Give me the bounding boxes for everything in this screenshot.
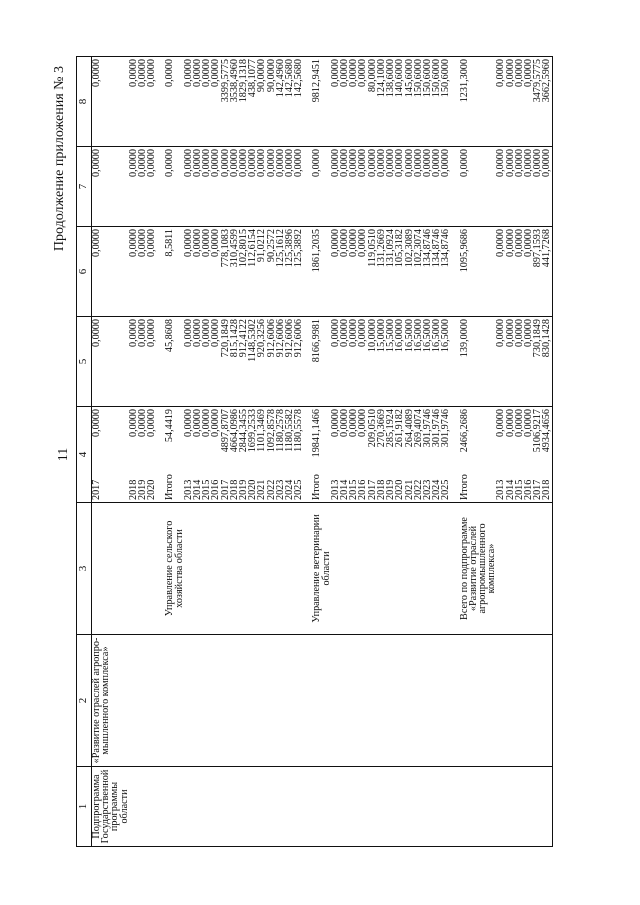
value-v7: 0,0000 [221,147,230,227]
value-v6: 91,0212 [257,227,266,317]
value-v6: 0,0000 [92,227,129,317]
value-v7: 0,0000 [432,147,441,227]
value-v6: 134,8746 [432,227,441,317]
value-v5: 815,1428 [230,317,239,407]
value-total: 264,4089 [403,409,415,448]
value-v5: 16,5000 [414,317,423,407]
value-v5: 16,5000 [432,317,441,407]
header-col-7: 7 [77,147,92,227]
value-v5: 720,1849 [221,317,230,407]
value-v5: 912,4122 [239,317,248,407]
table-row [542,57,552,847]
value-v6: 0,0000 [184,227,193,317]
value-total: 0,0000 [513,409,525,438]
value-v5: 920,3256 [257,317,266,407]
year-label: 2018 [375,479,387,500]
year-label: 2015 [348,479,360,500]
value-v7: 0,0000 [285,147,294,227]
value-v7: 0,0000 [423,147,432,227]
table-row [147,57,156,847]
total-cell [165,407,183,503]
value-v8: 0,0000 [92,57,129,147]
value-v8: 0,0000 [506,57,515,147]
value-total: 0,0000 [201,409,213,438]
value-v6: 0,0000 [349,227,358,317]
value-v5: 1148,5302 [248,317,257,407]
value-v6: 0,0000 [358,227,367,317]
value-v6: 90,2572 [267,227,276,317]
value-total: 0,0000 [137,409,149,438]
value-total: 0,0000 [329,409,341,438]
table-row [312,57,330,847]
value-v5: 16,0000 [395,317,404,407]
value-total: 0,0000 [504,409,516,438]
value-v5: 0,0000 [138,317,147,407]
value-v7: 0,0000 [211,147,220,227]
value-v5: 912,6006 [285,317,294,407]
value-total: 301,9746 [431,409,443,448]
value-total: 0,0000 [192,409,204,438]
value-v7: 0,0000 [524,147,533,227]
value-v7: 0,0000 [368,147,377,227]
value-v6: 310,4599 [230,227,239,317]
value-total: 1101,3469 [256,409,268,452]
value-v7: 0,0000 [147,147,156,227]
value-v7: 0,0000 [386,147,395,227]
value-v8: 150,6000 [423,57,432,147]
appendix-title: Продолжение приложения № 3 [52,66,67,252]
value-v5: 139,0000 [460,317,497,407]
table-row [441,57,450,847]
year-label: 2017 [91,479,102,500]
year-label: 2013 [495,479,507,500]
value-v8: 0,0000 [340,57,349,147]
value-v8: 0,0000 [349,57,358,147]
year-label: 2014 [339,479,351,500]
value-total: 4934,4656 [541,409,553,453]
value-v6: 0,0000 [524,227,533,317]
value-v7: 0,0000 [257,147,266,227]
value-v8: 0,0000 [515,57,524,147]
year-label: 2015 [513,479,525,500]
value-v5: 912,6006 [267,317,276,407]
value-v8: 1829,1318 [239,57,248,147]
value-v6: 102,3089 [405,227,414,317]
value-v5: 0,0000 [147,317,156,407]
value-total: 285,1924 [385,409,397,448]
value-v5: 0,0000 [349,317,358,407]
header-col-8: 8 [77,57,92,147]
value-v5: 16,5000 [423,317,432,407]
value-v8: 0,0000 [331,57,340,147]
value-v8: 150,6000 [432,57,441,147]
value-v7: 0,0000 [533,147,542,227]
value-total: 270,3669 [375,409,387,448]
value-v7: 0,0000 [405,147,414,227]
value-v7: 0,0000 [331,147,340,227]
value-v5: 0,0000 [515,317,524,407]
value-v7: 0,0000 [515,147,524,227]
value-total: 0,0000 [146,409,158,438]
value-v6: 102,8015 [239,227,248,317]
value-total: 301,9746 [421,409,433,448]
value-v8: 124,1000 [377,57,386,147]
total-cell [147,407,156,503]
value-v7: 0,0000 [395,147,404,227]
year-label: 2019 [137,479,149,500]
header-col-6: 6 [77,227,92,317]
value-v6: 1861,2035 [312,227,330,317]
value-v5: 15,0000 [377,317,386,407]
year-label: 2020 [247,479,259,500]
value-v6: 0,0000 [496,227,505,317]
value-v5: 0,0000 [193,317,202,407]
value-v8: 0,0000 [165,57,183,147]
year-label: 2024 [431,479,443,500]
value-v8: 0,0000 [524,57,533,147]
year-label: Итого [311,474,323,500]
year-label: 2019 [385,479,397,500]
header-col-4: 4 [77,407,92,503]
value-v7: 0,0000 [92,147,129,227]
value-total: 209,0510 [366,409,378,448]
header-col-5: 5 [77,317,92,407]
year-label: 2016 [522,479,534,500]
value-v5: 0,0000 [340,317,349,407]
value-v6: 134,8746 [441,227,450,317]
value-v8: 138,6000 [386,57,395,147]
value-total: 1092,8578 [265,409,277,453]
value-total: 0,0000 [495,409,507,438]
value-total: 2844,3455 [238,409,250,453]
header-row [77,57,92,847]
value-v8: 145,6000 [405,57,414,147]
year-label: 2015 [201,479,213,500]
value-v7: 0,0000 [312,147,330,227]
value-v7: 0,0000 [294,147,303,227]
total-cell [441,407,450,503]
total-cell [92,407,129,503]
value-total: 269,4074 [412,409,424,448]
page-number: 11 [56,447,71,462]
value-v7: 0,0000 [230,147,239,227]
table-row [294,57,303,847]
value-v6: 134,8746 [423,227,432,317]
value-total: 0,0000 [348,409,360,438]
value-total: 2466,2686 [458,409,470,453]
value-total: 54,4419 [164,409,176,443]
value-v6: 1095,9686 [460,227,497,317]
value-total: 4897,8707 [219,409,231,453]
year-label: 2023 [274,479,286,500]
value-v6: 0,0000 [340,227,349,317]
value-v8: 142,4960 [276,57,285,147]
value-v8: 1231,3000 [460,57,497,147]
value-v5: 16,5000 [405,317,414,407]
value-v6: 125,3892 [294,227,303,317]
year-label: 2017 [532,479,544,500]
value-total: 1180,5578 [293,409,305,452]
total-cell [312,407,330,503]
value-v6: 0,0000 [193,227,202,317]
value-v8: 0,0000 [184,57,193,147]
year-label: 2021 [403,479,415,500]
value-total: 261,9182 [394,409,406,448]
year-label: 2018 [228,479,240,500]
year-label: 2016 [357,479,369,500]
value-v8: 90,0000 [267,57,276,147]
value-v6: 778,1083 [221,227,230,317]
value-v7: 0,0000 [377,147,386,227]
year-label: 2019 [238,479,250,500]
value-v6: 102,3074 [414,227,423,317]
value-total: 0,0000 [182,409,194,438]
total-cell [460,407,497,503]
value-v5: 912,6006 [294,317,303,407]
value-v6: 0,0000 [515,227,524,317]
value-v7: 0,0000 [441,147,450,227]
value-v7: 0,0000 [340,147,349,227]
value-v7: 0,0000 [542,147,552,227]
value-v7: 0,0000 [276,147,285,227]
value-v8: 0,0000 [129,57,138,147]
executor-name: Управление сельского хозяйства области [165,503,183,635]
value-v7: 0,0000 [239,147,248,227]
value-total: 0,0000 [210,409,222,438]
value-v5: 16,5000 [441,317,450,407]
value-v8: 80,0000 [368,57,377,147]
value-v6: 119,0510 [368,227,377,317]
value-v8: 142,5680 [294,57,303,147]
value-v5: 730,1849 [533,317,542,407]
table-row [460,57,497,847]
value-total: 0,0000 [339,409,351,438]
value-v7: 0,0000 [358,147,367,227]
rotated-content [50,52,610,857]
subprogram-name: «Развитие отраслей агропро-мышленного комплекса» [92,635,129,767]
budget-table [76,56,553,847]
year-label: 2025 [293,479,305,500]
value-v6: 0,0000 [138,227,147,317]
value-v7: 0,0000 [460,147,497,227]
year-label: 2020 [394,479,406,500]
value-total: 301,9746 [440,409,452,448]
year-label: 2017 [366,479,378,500]
value-v8: 142,5680 [285,57,294,147]
value-v8: 3479,5775 [533,57,542,147]
value-v5: 912,6006 [276,317,285,407]
year-label: 2017 [219,479,231,500]
year-label: 2016 [210,479,222,500]
header-col-2: 2 [77,635,92,767]
table-row [92,57,129,847]
table-row [165,57,183,847]
value-v7: 0,0000 [496,147,505,227]
value-v8: 9812,9451 [312,57,330,147]
year-label: 2023 [421,479,433,500]
table-body [92,57,553,847]
value-v7: 0,0000 [129,147,138,227]
value-v6: 125,3896 [285,227,294,317]
header-col-1: 1 [77,767,92,847]
value-v5: 830,1428 [542,317,552,407]
value-v8: 0,0000 [138,57,147,147]
value-v6: 131,2669 [377,227,386,317]
value-v6: 8,5811 [165,227,183,317]
value-v6: 131,0924 [386,227,395,317]
year-label: 2025 [440,479,452,500]
value-v6: 0,0000 [331,227,340,317]
total-cell [294,407,303,503]
value-v5: 8166,9981 [312,317,330,407]
value-v5: 0,0000 [331,317,340,407]
year-label: Итого [458,474,470,500]
value-v5: 0,0000 [202,317,211,407]
value-v6: 0,0000 [506,227,515,317]
value-v5: 0,0000 [129,317,138,407]
value-total: 0,0000 [357,409,369,438]
value-v5: 0,0000 [92,317,129,407]
value-total: 1180,5582 [284,409,296,452]
value-v7: 0,0000 [202,147,211,227]
value-v5: 45,8608 [165,317,183,407]
value-total: 4664,0986 [228,409,240,453]
value-total: 1180,2578 [274,409,286,452]
value-total: 0,0000 [522,409,534,438]
value-v8: 0,0000 [358,57,367,147]
value-v5: 0,0000 [496,317,505,407]
value-v7: 0,0000 [138,147,147,227]
executor-name: Управление ветеринарии области [312,503,330,635]
value-v7: 0,0000 [349,147,358,227]
value-total: 0,0000 [127,409,139,438]
value-v8: 90,0000 [257,57,266,147]
header-col-3: 3 [77,503,92,635]
year-label: 2013 [329,479,341,500]
value-v7: 0,0000 [165,147,183,227]
value-v5: 0,0000 [184,317,193,407]
year-label: 2020 [146,479,158,500]
value-v6: 112,6154 [248,227,257,317]
year-label: 2013 [182,479,194,500]
value-v8: 140,6000 [395,57,404,147]
value-v7: 0,0000 [184,147,193,227]
value-v6: 897,1593 [533,227,542,317]
value-v8: 438,1077 [248,57,257,147]
total-cell [542,407,552,503]
value-v8: 0,0000 [211,57,220,147]
value-v8: 0,0000 [193,57,202,147]
subprogram-label: Подпрограмма Государственной программы области [92,767,129,847]
value-v7: 0,0000 [193,147,202,227]
value-v7: 0,0000 [506,147,515,227]
value-v6: 0,0000 [129,227,138,317]
value-v6: 0,0000 [211,227,220,317]
value-v6: 441,7268 [542,227,552,317]
value-total: 1699,2533 [247,409,259,453]
value-v5: 0,0000 [211,317,220,407]
year-label: 2021 [256,479,268,500]
value-v8: 3538,4960 [230,57,239,147]
value-v5: 0,0000 [358,317,367,407]
value-total: 0,0000 [91,409,102,438]
value-v8: 150,6000 [441,57,450,147]
year-label: 2022 [412,479,424,500]
value-v7: 0,0000 [248,147,257,227]
value-v8: 0,0000 [202,57,211,147]
value-v6: 125,1612 [276,227,285,317]
value-v5: 0,0000 [524,317,533,407]
value-v8: 0,0000 [496,57,505,147]
value-v5: 0,0000 [506,317,515,407]
year-label: 2024 [284,479,296,500]
value-total: 19841,1466 [311,409,323,458]
year-label: Итого [164,474,176,500]
value-v6: 105,3182 [395,227,404,317]
value-v7: 0,0000 [267,147,276,227]
value-v8: 150,6000 [414,57,423,147]
year-label: 2018 [127,479,139,500]
year-label: 2014 [192,479,204,500]
year-label: 2014 [504,479,516,500]
value-v7: 0,0000 [414,147,423,227]
year-label: 2022 [265,479,277,500]
value-v8: 0,0000 [147,57,156,147]
value-v5: 15,5000 [386,317,395,407]
value-v6: 0,0000 [202,227,211,317]
value-v8: 3662,5960 [542,57,552,147]
year-label: 2018 [541,479,553,500]
value-v5: 10,0000 [368,317,377,407]
executor-name: Всего по подпрограмме «Развитие отраслей агропромышленного комплекса» [460,503,497,635]
value-total: 5106,9217 [532,409,544,453]
value-v8: 3399,5775 [221,57,230,147]
value-v6: 0,0000 [147,227,156,317]
